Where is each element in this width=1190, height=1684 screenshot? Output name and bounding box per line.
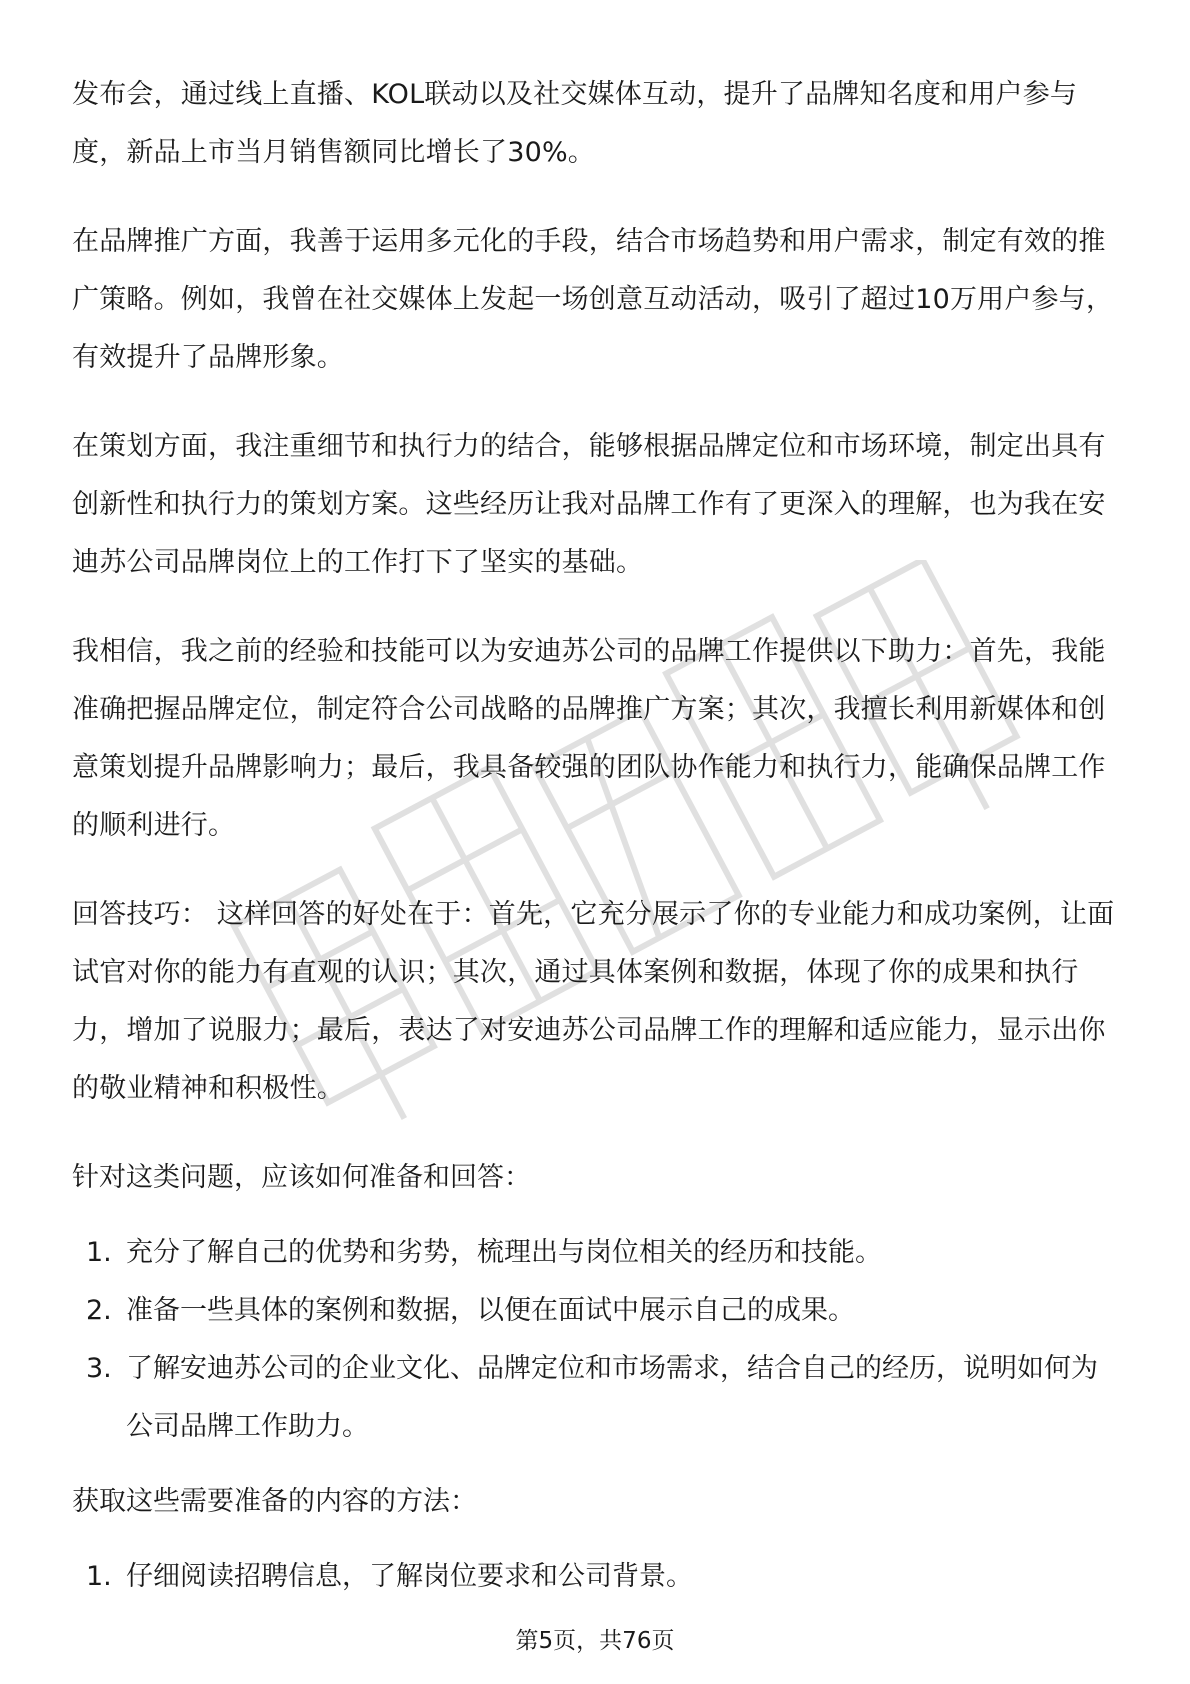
list-item-text: 充分了解自己的优势和劣势，梳理出与岗位相关的经历和技能。: [126, 1237, 882, 1268]
list-item-number: 1.: [86, 1237, 112, 1268]
methods-list: [72, 1548, 1120, 1606]
list-item-text: 了解安迪苏公司的企业文化、品牌定位和市场需求，结合自己的经历，说明如何为公司品牌工作助力。: [126, 1353, 1098, 1442]
list-item-text: 准备一些具体的案例和数据，以便在面试中展示自己的成果。: [126, 1295, 855, 1326]
paragraph-4: 我相信，我之前的经验和技能可以为安迪苏公司的品牌工作提供以下助力：首先，我能准确把握品牌定位，制定符合公司战略的品牌推广方案；其次，我擅长利用新媒体和创意策划提升品牌影响力；最后，我具备较强的团队协作能力和执行力，能确保品牌工作的顺利进行。: [72, 636, 1106, 841]
section-heading-prepare: 针对这类问题，应该如何准备和回答：: [72, 1162, 531, 1193]
paragraph-1: 发布会，通过线上直播、KOL联动以及社交媒体互动，提升了品牌知名度和用户参与度，新品上市当月销售额同比增长了30%。: [72, 79, 1078, 168]
paragraph-3: 在策划方面，我注重细节和执行力的结合，能够根据品牌定位和市场环境，制定出具有创新性和执行力的策划方案。这些经历让我对品牌工作有了更深入的理解，也为我在安迪苏公司品牌岗位上的工作打下了坚实的基础。: [72, 431, 1106, 578]
list-item-text: 仔细阅读招聘信息，了解岗位要求和公司背景。: [126, 1561, 693, 1592]
section-heading-methods: 获取这些需要准备的内容的方法：: [72, 1486, 477, 1517]
page-number-footer: 第5页，共76页: [515, 1628, 675, 1654]
list-item: [72, 1340, 1120, 1456]
list-item: [72, 1548, 1120, 1606]
list-item: [72, 1224, 1120, 1282]
list-item: [72, 1282, 1120, 1340]
list-item-number: 2.: [86, 1295, 112, 1326]
document-body: [72, 66, 1120, 1623]
prepare-list: [72, 1224, 1120, 1456]
list-item-number: 1.: [86, 1561, 112, 1592]
list-item-number: 3.: [86, 1353, 112, 1384]
paragraph-2: 在品牌推广方面，我善于运用多元化的手段，结合市场趋势和用户需求，制定有效的推广策略。例如，我曾在社交媒体上发起一场创意互动活动，吸引了超过10万用户参与，有效提升了品牌形象。: [72, 226, 1114, 373]
paragraph-answer-tips: 回答技巧： 这样回答的好处在于：首先，它充分展示了你的专业能力和成功案例，让面试官对你的能力有直观的认识；其次，通过具体案例和数据，体现了你的成果和执行力，增加了说服力；最后，表达了对安迪苏公司品牌工作的理解和适应能力，显示出你的敬业精神和积极性。: [72, 899, 1115, 1104]
